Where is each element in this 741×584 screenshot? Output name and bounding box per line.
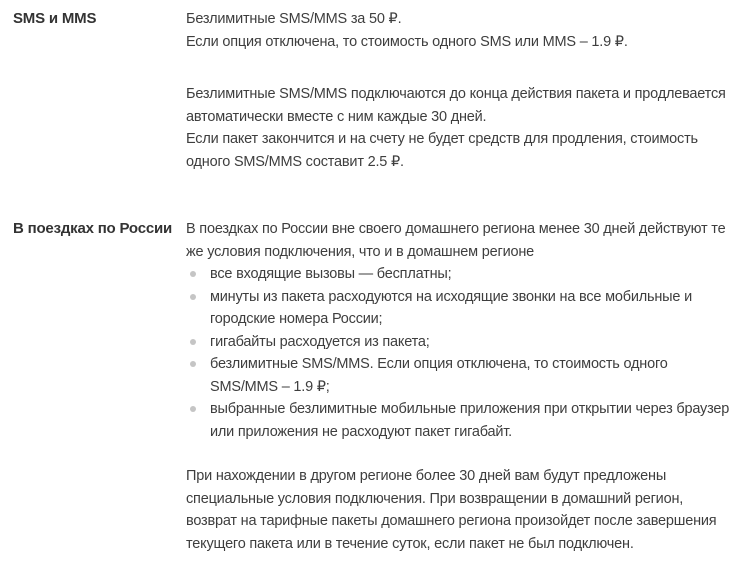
list-item: [186, 398, 735, 443]
paragraph: [186, 8, 735, 53]
section-sms-mms: [13, 8, 741, 173]
section-content: [186, 218, 735, 555]
list-item-text: минуты из пакета расходуются на исходящие звонки на все мобильные и городские номера России;: [210, 288, 692, 327]
list-item: [186, 353, 735, 398]
section-heading-sms-mms: SMS и MMS: [13, 10, 97, 27]
list-item-text: гигабайты расходуется из пакета;: [210, 333, 430, 350]
text-line: Безлимитные SMS/MMS подключаются до конца действия пакета и продлевается автоматически вместе с ним каждые 30 дней.: [186, 86, 726, 125]
text-line: Безлимитные SMS/MMS за 50 ₽.: [186, 11, 402, 27]
section-heading-travel-russia: В поездках по России: [13, 220, 173, 237]
section-travel-russia: [13, 218, 741, 555]
paragraph: [186, 83, 735, 173]
list-item: [186, 331, 735, 354]
section-content: [186, 8, 735, 173]
conditions-list: [186, 263, 735, 443]
paragraph: [186, 465, 735, 555]
text-line: В поездках по России вне своего домашнего региона менее 30 дней действуют те же условия подключения, что и в домашнем регионе: [186, 221, 726, 260]
text-line: Если опция отключена, то стоимость одного SMS или MMS – 1.9 ₽.: [186, 33, 628, 50]
list-item: [186, 263, 735, 286]
list-item-text: выбранные безлимитные мобильные приложения при открытии через браузер или приложения не расходуют пакет гигабайт.: [210, 401, 730, 440]
text-line: Если пакет закончится и на счету не будет средств для продления, стоимость одного SMS/MMS составит 2.5 ₽.: [186, 131, 698, 170]
text-line: При нахождении в другом регионе более 30 дней вам будут предложены специальные условия подключения. При возвращении в домашний регион, возврат на тарифные пакеты домашнего региона произойдет после завершения текущего пакета или в течение суток, если пакет не был подключен.: [186, 468, 717, 552]
list-item: [186, 286, 735, 331]
list-item-text: все входящие вызовы — бесплатны;: [210, 266, 452, 282]
list-item-text: безлимитные SMS/MMS. Если опция отключена, то стоимость одного SMS/MMS – 1.9 ₽;: [210, 356, 668, 395]
paragraph: [186, 218, 735, 263]
